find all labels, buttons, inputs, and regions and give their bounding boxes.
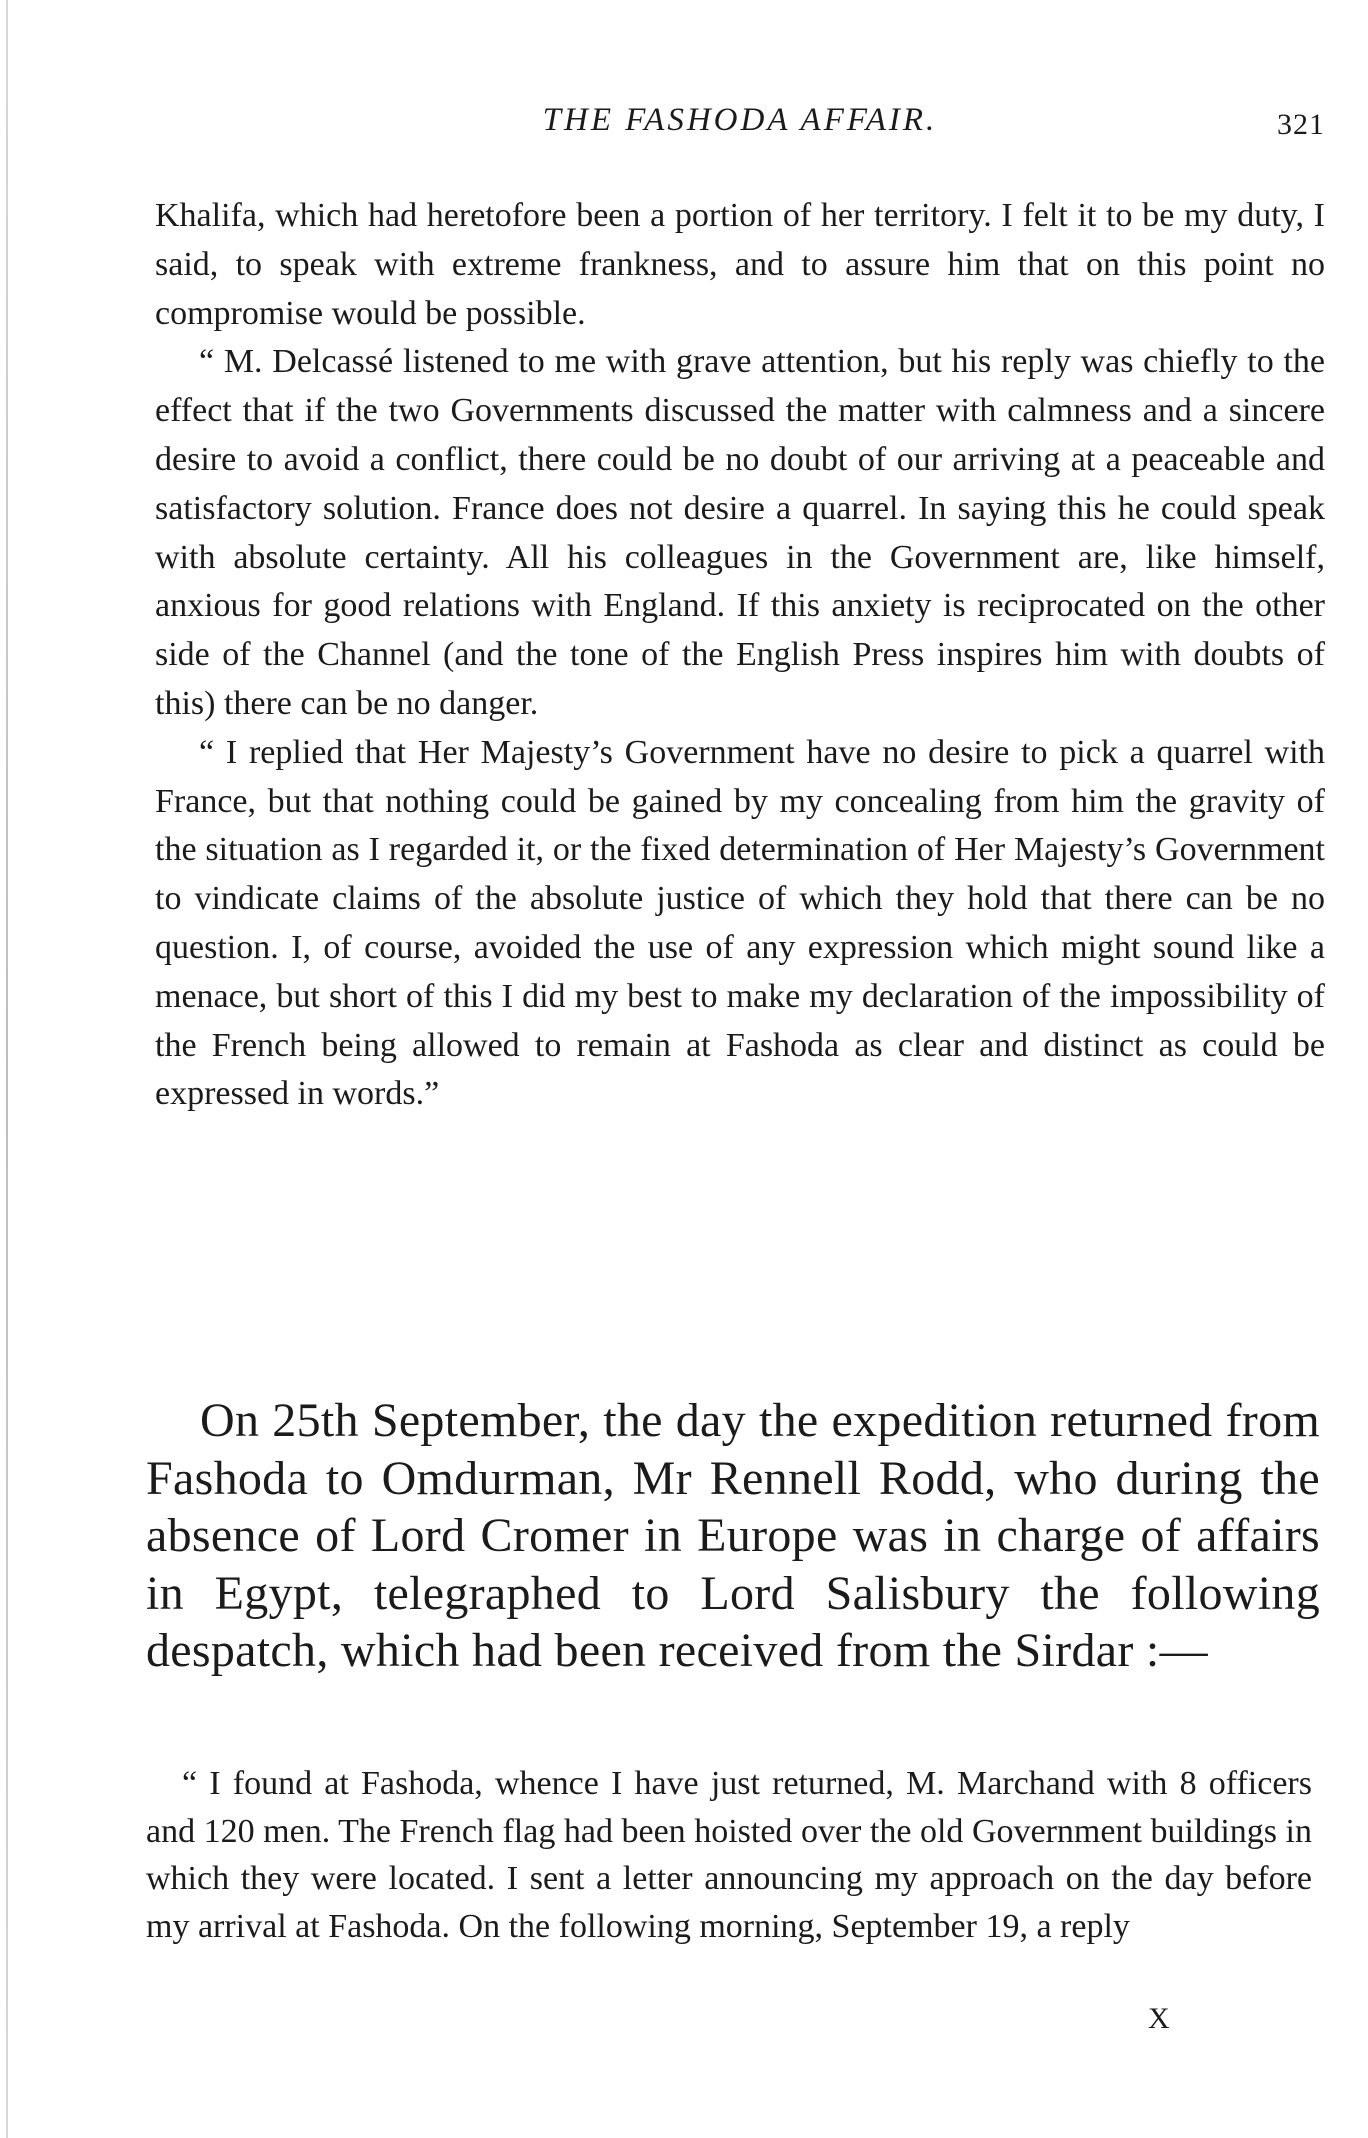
narrative-paragraph bbox=[146, 1392, 1320, 1680]
paragraph-25th-september: On 25th September, the day the expedition returned from Fashoda to Omdurman, Mr Rennell Rodd, who during the absence of Lord Cromer in Europe was in charge of affairs in Egypt, telegraphed to Lord Salisbury the following despatch, which had been received from the Sirdar :— bbox=[146, 1394, 1320, 1677]
signature-mark: X bbox=[1148, 2002, 1171, 2035]
paragraph-i-replied: “ I replied that Her Majesty’s Government have no desire to pick a quarrel with France, but that nothing could be gained by my concealing from him the gravity of the situation as I regarded it, or the fixed determination of Her Majesty’s Government to vindicate claims of the absolute justice of which they hold that there can be no question. I, of course, avoided the use of any expression which might sound like a menace, but short of this I did my best to make my declaration of the impossibility of the French being allowed to remain at Fashoda as clear and distinct as could be expressed in words.” bbox=[155, 733, 1325, 1113]
page-number: 321 bbox=[1277, 108, 1325, 141]
paragraph-khalifa: Khalifa, which had heretofore been a portion of her territory. I felt it to be my duty, I said, to speak with extreme frankness, and to assure him that on this point no compromise would be possible. bbox=[155, 197, 1325, 332]
running-title: THE FASHODA AFFAIR. bbox=[542, 102, 938, 138]
letter-continuation-text bbox=[155, 192, 1325, 1119]
sirdar-despatch-text bbox=[146, 1760, 1312, 1950]
page-edge-line bbox=[6, 0, 8, 2138]
paragraph-delcasse-reply: “ M. Delcassé listened to me with grave attention, but his reply was chiefly to the effect that if the two Governments discussed the matter with calmness and a sincere desire to avoid a conflict, there could be no doubt of our arriving at a peaceable and satisfactory solution. France does not desire a quarrel. In saying this he could speak with absolute certainty. All his colleagues in the Government are, like himself, anxious for good relations with England. If this anxiety is reciprocated on the other side of the Channel (and the tone of the English Press inspires him with doubts of this) there can be no danger. bbox=[155, 343, 1325, 722]
paragraph-found-at-fashoda: “ I found at Fashoda, whence I have just returned, M. Marchand with 8 officers and 120 men. The French flag had been hoisted over the old Government buildings in which they were located. I sent a letter announcing my approach on the day before my arrival at Fashoda. On the following morning, September 19, a reply bbox=[146, 1765, 1312, 1945]
page-header bbox=[155, 102, 1325, 146]
